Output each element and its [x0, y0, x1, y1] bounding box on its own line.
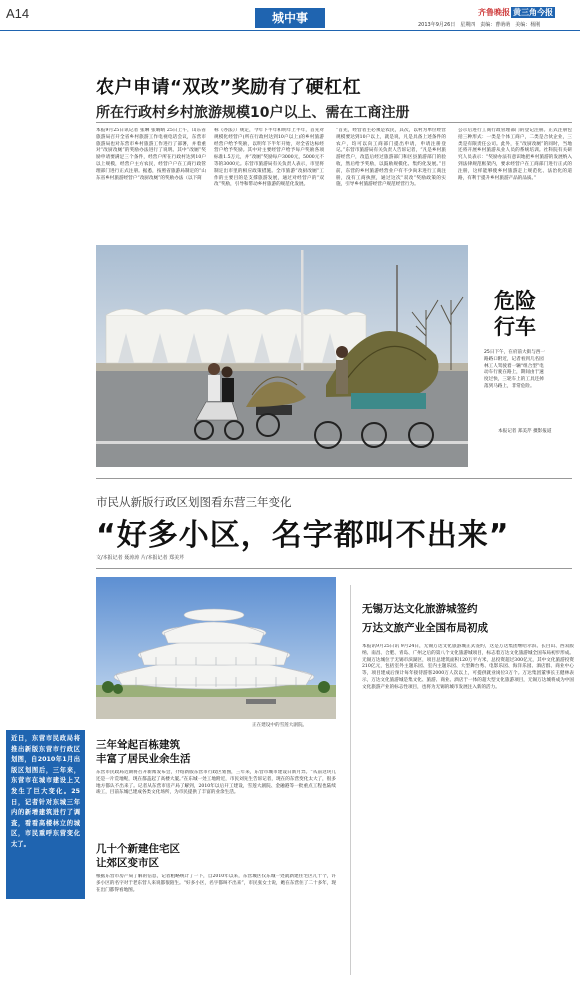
mid-rule: [96, 478, 572, 479]
story1-column-1: 本报9月25日讯记者 张琳 张晴晴 25日上午，山东省旅游局召开全省乡村旅游工作电视电话会议，东营市旅游局也对东营市乡村旅游工作进行了部署，并着重对“改厨改厕”的奖励办法进行了说明。其中“改厕”奖励申请要满足三个条件，经营户所在行政村达到10户以上规模，经营户主方农民，经营户户在工商行政管理部门进行正式注册。据悉，按照省旅游局制定的“山东省乡村旅游经营户“改厨改厕”的奖励办法（以下简: [96, 128, 206, 181]
page-meta: 2013年9月26日 星期四 责编：曹萌萌 美编：杨刚: [418, 22, 541, 28]
story1-column-4: 公示后进行工商行政管理部门的登记注册。正式注册包括三种形式：一类是个体工商户，二类是合伙企业，三类是有限责任公司。此外，在“改厨改厕”的同时，当地还将开展乡村旅游从业人员的系统培训。社科院有关研究人员表示：“奖励办法有意识地把乡村旅游的发展纳入到法律规范框架内，要求经营户在工商部门进行正式的注册，这样能够使乡村旅游走上规范化、法治化的道路，有利于提升乡村旅游产品的品质。”: [458, 128, 572, 181]
photo2-caption: 正在建设中的雪莲大剧院。: [252, 723, 308, 728]
story2-subhead-b-line2: 让郊区变市区: [96, 857, 159, 869]
photo1-tag-line1: 危险: [494, 289, 536, 313]
story2-text-a: 东营市民政局近期将召开新闻发布会，介绍新版东营市行政区划图，三年来，东营市城市建设日新月异。“从前这块儿还是一片荒地呢，现在都盖起了高楼大厦。”在东城一处工地附近，市民刘先生告诉记者，现在的东营变化太大了，很多地方都认不出来了。记者从东营市房产局了解到，2010年以后开工建设，雪莲大剧院、金融港等一批重点工程也陆续竣工，目前东城已建成各类文化场所，为市民提供了丰富的业余生活。: [96, 770, 336, 796]
story3-headline: 无锡万达文化旅游城签约: [362, 603, 478, 615]
story3-subheadline: 万达文旅产业全国布局初成: [362, 622, 488, 634]
page-number: A14: [6, 6, 30, 21]
newspaper-brand: [478, 7, 555, 18]
photo2-illustration: [96, 577, 336, 719]
header-rule: [0, 30, 580, 31]
story1-subheadline: 所在行政村乡村旅游规模10户以上、需在工商注册: [96, 105, 410, 121]
story2-kicker: 市民从新版行政区划图看东营三年变化: [96, 495, 292, 509]
story2-byline: 文/本报记者 聂涛涛 片/本报记者 郑美芹: [96, 555, 185, 561]
story2-subhead-b-line1: 几十个新建住宅区: [96, 843, 180, 855]
column-divider: [350, 585, 351, 975]
story2-rule: [96, 568, 572, 569]
story1-column-3: “首先，经营者主必须是农民，其次，以村为单位经营规模要达到10户以上，就是说，凡是具备上述条件的农户，均可以向工商部门提出申请，申请注册登记。”东营市旅游局有关负责人告诉记者，“凡是乡村旅游经营户，改造后经过旅游部门和区县旅游部门的验收，然后给予奖励，以鼓励规模化、集约化发展。”目前，东营的乡村旅游经营业户有不少尚未进行工商注册，没有工商执照，通过这次“双改”奖励政策的实施，引导乡村旅游经营户规范经营行为。: [336, 128, 446, 188]
photo1-tag: [484, 288, 546, 340]
brand-name: 齐鲁晚报: [478, 8, 510, 17]
photo1-illustration: [96, 245, 468, 467]
story2-headline: “好多小区，名字都叫不出来”: [96, 518, 510, 553]
photo1-credit: 本报记者 郑美芹 摄影报道: [498, 429, 552, 434]
photo-grand-theater: [96, 577, 336, 719]
photo1-tag-line2: 行车: [494, 315, 536, 339]
story2-subhead-a-line2: 丰富了居民业余生活: [96, 753, 191, 765]
story3-body: 本报讯9月25日讯 9月24日，无锡万达文化旅游城正式签约，这是万达集团继哈尔滨、长白山、西双版纳、南昌、合肥、青岛、广州之后的第八个文化旅游城项目，标志着万达文化旅游城全国布局初步形成。无锡万达城位于无锡市滨湖区，项目总建筑面积120万平方米，总投资超过300亿元，其中文化旅游投资210亿元，包括室外主题乐园、室内主题乐园、大型舞台秀、电影乐园、海洋乐园、酒店群、商业中心等，项目建成后预计每年接待游客2000万人次以上，可提供就业岗位3万个。万达集团董事长王健林表示，万达文化旅游城是集文化、旅游、商业、酒店于一体的超大型文化旅游项目，无锡万达城将成为中国文化旅游产业的标志性项目，也将为无锡的城市发展注入新的活力。: [362, 644, 574, 690]
story1-column-2: 称《办法》）规定，今年下半年和明年上半年，首先对规模化经营户(所在行政村达到10户以上)的乡村旅游经营户给予奖励，以明年下半年开始，对全省达标经营户给予奖励。其中对主要经营户给予每户奖励各项标准1.5万元，并“改厕”奖励每户3000元，5000元不等的3000元。东营市旅游局有关负责人表示，市里将制定出市里的相应政策措施。全市旅游“改厨改厕”工作的主要目的是支撑旅游发展，通过对经营户的“双改”奖励，引导和带动乡村旅游的规范化发展。: [214, 128, 324, 188]
story1-rule: [96, 122, 572, 123]
section-title: 城中事: [255, 8, 325, 28]
story2-text-b: 根据东营市房产局了解的信息，记者粗略统计了一下，自2010年以来，东营城区仅东城一处就新建住宅区几十个，许多小区的名字对于老东营人来说都很陌生。“好多小区，名字都叫不出来”，市民张女士说，她在东营住了二十多年，现在出门都得看地图。: [96, 874, 336, 893]
story2-subhead-a-line1: 三年耸起百栋建筑: [96, 739, 180, 751]
photo1-caption: 25日下午，在府前大街与西一路路口附近，记者看到几名园林工人驾驶着一辆“组合型”电动车行驶在路上，期间由于速度过快，三轮车上的工具还掉落到马路上，非常危险。: [484, 350, 545, 389]
brand-sub: 黄三角今报: [513, 8, 553, 17]
photo-workers-on-bikes: [96, 245, 468, 467]
intro-box-text: 近日，东营市民政局将推出新版东营市行政区划图，自2010年1月出版区划图后，三年来，东营市在城市建设上又发生了巨大变化。25日，记者针对东城三年内的新增建筑进行了调查，看看高楼林立的城区，市民重呼东营变化太了。: [11, 735, 80, 848]
story1-headline: 农户申请“双改”奖励有了硬杠杠: [96, 77, 362, 98]
intro-box: [6, 730, 85, 899]
